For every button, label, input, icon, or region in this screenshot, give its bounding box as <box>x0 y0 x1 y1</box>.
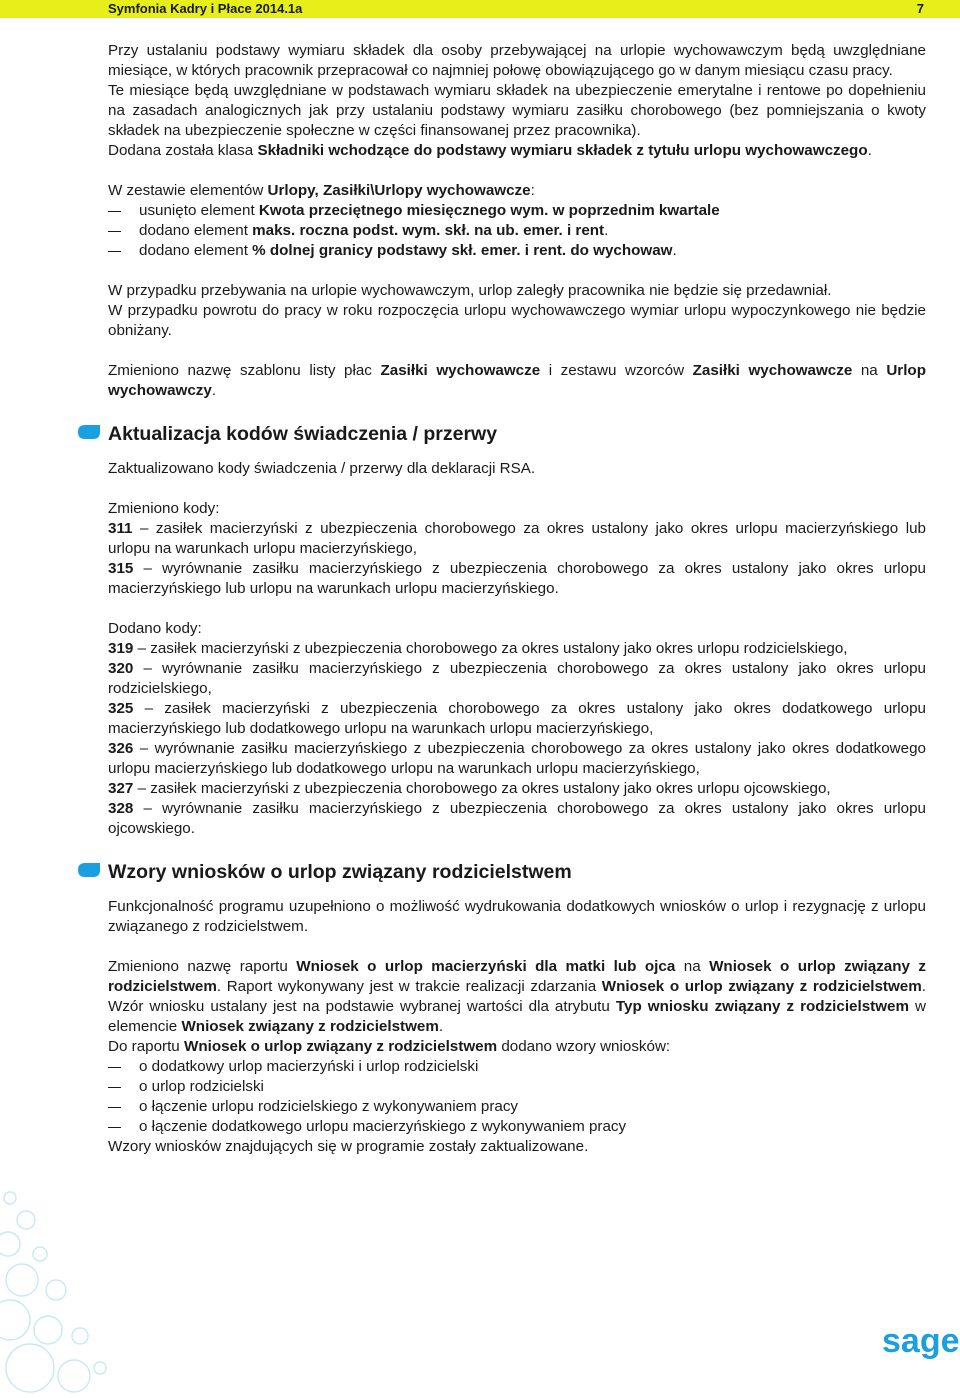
section-bullet-icon <box>78 863 100 877</box>
class-name: Składniki wchodzące do podstawy wymiaru składek z tytułu urlopu wychowawczego <box>257 142 868 159</box>
zestaw-name: Urlopy, Zasiłki\Urlopy wychowawcze <box>267 182 531 199</box>
bold-segment: Wniosek związany z rodzicielstwem <box>181 1018 439 1035</box>
page-header <box>0 0 960 18</box>
szablon-paragraph: Zmieniono nazwę szablonu listy płac Zasiłki wychowawcze i zestawu wzorców Zasiłki wychowawcze na Urlop wychowawczy. <box>108 362 926 399</box>
intro-paragraph-3: Dodana została klasa Składniki wchodzące do podstawy wymiaru składek z tytułu urlopu wychowawczego. <box>108 142 872 159</box>
code-entry: 325 – zasiłek macierzyński z ubezpieczenia chorobowego za okres ustalony jako okres dodatkowego urlopu macierzyńskiego lub dodatkowego urlopu na warunkach urlopu macierzyńskiego, <box>108 700 926 737</box>
decorative-circles <box>0 1180 110 1398</box>
svg-text:sage: sage <box>882 1322 960 1360</box>
sage-logo <box>880 1322 960 1362</box>
text-segment: na <box>675 958 710 975</box>
bold-segment: Typ wniosku związany z rodzicielstwem <box>615 998 909 1015</box>
zalegly-paragraph-2: W przypadku powrotu do pracy w roku rozpoczęcia urlopu wychowawczego wymiar urlopu wypoczynkowego nie będzie obniżany. <box>108 302 926 339</box>
page-content <box>108 41 926 1157</box>
list-item: o urlop rodzicielski <box>108 1077 926 1097</box>
list-item: o dodatkowy urlop macierzyński i urlop rodzicielski <box>108 1057 926 1077</box>
wzory-paragraph-1: Funkcjonalność programu uzupełniono o możliwość wydrukowania dodatkowych wniosków o urlop i rezygnację z urlopu związanego z rodzicielstwem. <box>108 898 926 935</box>
wzory-paragraph-4: Wzory wniosków znajdujących się w programie zostały zaktualizowane. <box>108 1138 589 1155</box>
section-title-wzory: Wzory wniosków o urlop związany rodzicielstwem <box>108 859 926 885</box>
header-title: Symfonia Kadry i Płace 2014.1a <box>108 1 303 16</box>
code-entry: 311 – zasiłek macierzyński z ubezpieczenia chorobowego za okres ustalony jako okres urlopu macierzyńskiego lub urlopu na warunkach urlopu macierzyńskiego, <box>108 520 926 557</box>
code-entry: 320 – wyrównanie zasiłku macierzyńskiego z ubezpieczenia chorobowego za okres ustalony jako okres urlopu rodzicielskiego, <box>108 660 926 697</box>
text-segment: . <box>438 1018 444 1035</box>
wzory-paragraph-3: Do raportu Wniosek o urlop związany z rodzicielstwem dodano wzory wniosków: <box>108 1038 671 1055</box>
text-segment: . Wzór wniosku ustalany jest na podstawie wybranej wartości dla atrybutu <box>108 978 926 1015</box>
list-item: dodano element maks. roczna podst. wym. skł. na ub. emer. i rent. <box>108 221 926 241</box>
code-entry: 327 – zasiłek macierzyński z ubezpieczenia chorobowego za okres ustalony jako okres urlopu ojcowskiego, <box>108 780 831 797</box>
code-entry: 315 – wyrównanie zasiłku macierzyńskiego z ubezpieczenia chorobowego za okres ustalony jako okres urlopu macierzyńskiego lub urlopu na warunkach urlopu macierzyńskiego. <box>108 560 926 597</box>
list-item: dodano element % dolnej granicy podstawy skł. emer. i rent. do wychowaw. <box>108 241 926 261</box>
code-entry: 328 – wyrównanie zasiłku macierzyńskiego z ubezpieczenia chorobowego za okres ustalony jako okres urlopu ojcowskiego. <box>108 800 926 837</box>
code-entry: 326 – wyrównanie zasiłku macierzyńskiego z ubezpieczenia chorobowego za okres ustalony jako okres dodatkowego urlopu macierzyńskiego lub dodatkowego urlopu na warunkach urlopu macierzyńskiego, <box>108 740 926 777</box>
bold-segment: Wniosek o urlop macierzyński dla matki lub ojca <box>296 958 676 975</box>
kody-intro: Zaktualizowano kody świadczenia / przerwy dla deklaracji RSA. <box>108 460 536 477</box>
text-segment: w elemencie <box>108 998 926 1035</box>
text-segment: Zmieniono nazwę raportu <box>108 958 297 975</box>
list-item: o łączenie urlopu rodzicielskiego z wykonywaniem pracy <box>108 1097 926 1117</box>
added-codes-label: Dodano kody: <box>108 620 202 637</box>
bold-segment: Wniosek o urlop związany z rodzicielstwem <box>601 978 922 995</box>
text-segment: . Raport wykonywany jest w trakcie realizacji zdarzania <box>216 978 602 995</box>
section-title-kody: Aktualizacja kodów świadczenia / przerwy <box>108 421 926 447</box>
zestaw-list <box>108 201 926 261</box>
page-number: 7 <box>916 1 924 16</box>
code-entry: 319 – zasiłek macierzyński z ubezpieczenia chorobowego za okres ustalony jako okres urlopu rodzicielskiego, <box>108 640 848 657</box>
bold-segment: Wniosek o urlop związany z rodzicielstwem <box>108 958 926 995</box>
list-item: o łączenie dodatkowego urlopu macierzyńskiego z wykonywaniem pracy <box>108 1117 926 1137</box>
wzory-paragraph-2 <box>108 957 926 1037</box>
zalegly-paragraph-1: W przypadku przebywania na urlopie wychowawczym, urlop zaległy pracownika nie będzie się przedawniał. <box>108 282 832 299</box>
intro-paragraph-1: Przy ustalaniu podstawy wymiaru składek dla osoby przebywającej na urlopie wychowawczym będą uwzględniane miesiące, w których pracownik przepracował co najmniej połowę obowiązującego go w danym miesiącu czasu pracy. <box>108 42 926 79</box>
section-bullet-icon <box>78 425 100 439</box>
changed-codes-label: Zmieniono kody: <box>108 500 220 517</box>
list-item: usunięto element Kwota przeciętnego miesięcznego wym. w poprzednim kwartale <box>108 201 926 221</box>
wzory-list <box>108 1057 926 1137</box>
intro-paragraph-2: Te miesiące będą uwzględniane w podstawach wymiaru składek na ubezpieczenie emerytalne i rentowe po dopełnieniu na zasadach analogicznych jak przy ustalaniu podstawy wymiaru zasiłku chorobowego (bez pomniejszania o kwoty składek na ubezpieczenie społeczne w części finansowanej przez pracownika). <box>108 82 926 139</box>
zestaw-lead: W zestawie elementów Urlopy, Zasiłki\Urlopy wychowawcze: <box>108 182 535 199</box>
